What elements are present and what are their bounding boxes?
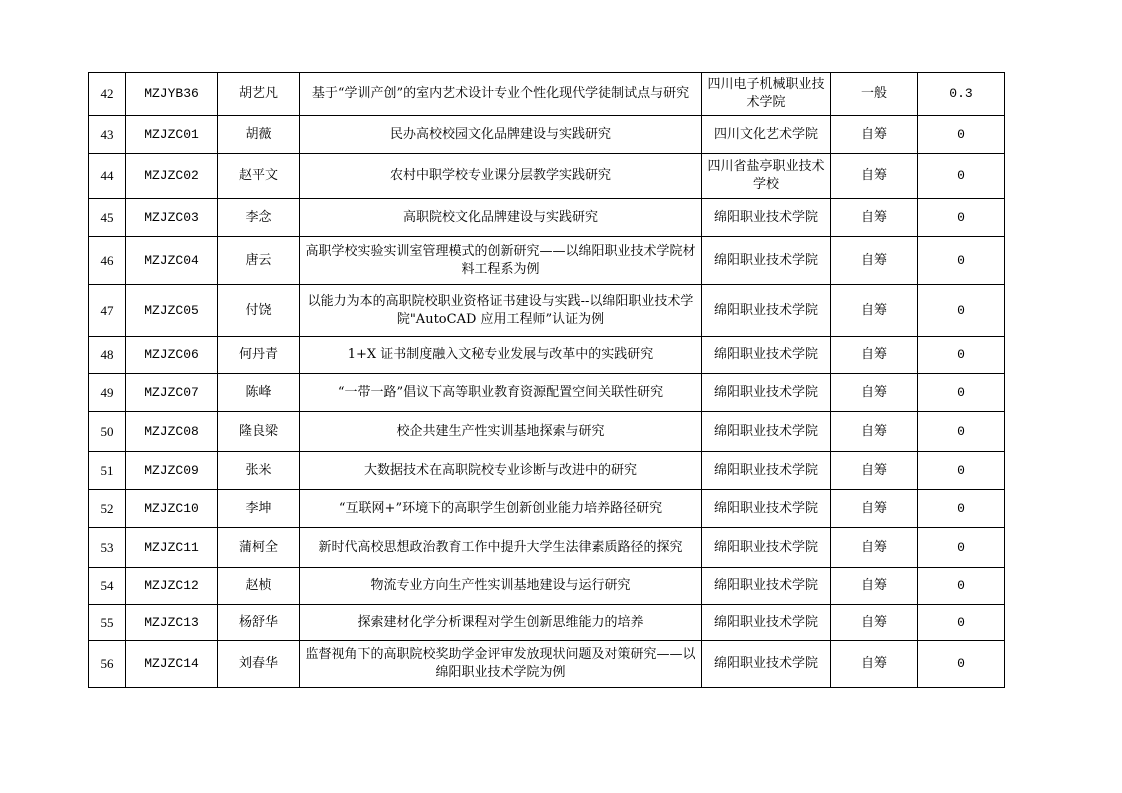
project-title-cell: “一带一路”倡议下高等职业教育资源配置空间关联性研究	[300, 374, 702, 412]
institution-cell: 四川文化艺术学院	[702, 116, 831, 154]
project-code-cell: MZJYB36	[126, 73, 218, 116]
funding-amount-cell: 0	[918, 528, 1005, 568]
project-code-cell: MZJZC13	[126, 605, 218, 641]
institution-cell: 绵阳职业技术学院	[702, 285, 831, 337]
institution-cell: 绵阳职业技术学院	[702, 605, 831, 641]
institution-cell: 绵阳职业技术学院	[702, 412, 831, 452]
funding-amount-cell: 0	[918, 337, 1005, 374]
funding-amount-cell: 0	[918, 374, 1005, 412]
institution-cell: 四川电子机械职业技术学院	[702, 73, 831, 116]
host-name-cell: 陈峰	[218, 374, 300, 412]
table-row	[89, 641, 1005, 688]
funding-amount-cell: 0	[918, 490, 1005, 528]
host-name-cell: 张米	[218, 452, 300, 490]
row-number-cell: 43	[89, 116, 126, 154]
institution-cell: 绵阳职业技术学院	[702, 490, 831, 528]
table-row	[89, 528, 1005, 568]
table-row	[89, 337, 1005, 374]
project-title-cell: 1+X 证书制度融入文秘专业发展与改革中的实践研究	[300, 337, 702, 374]
funding-amount-cell: 0	[918, 412, 1005, 452]
project-level-cell: 自筹	[831, 490, 918, 528]
table-row	[89, 374, 1005, 412]
project-level-cell: 自筹	[831, 568, 918, 605]
funding-amount-cell: 0	[918, 116, 1005, 154]
row-number-cell: 42	[89, 73, 126, 116]
project-code-cell: MZJZC05	[126, 285, 218, 337]
host-name-cell: 李念	[218, 199, 300, 237]
project-level-cell: 自筹	[831, 116, 918, 154]
table-row	[89, 412, 1005, 452]
project-title-cell: “互联网+”环境下的高职学生创新创业能力培养路径研究	[300, 490, 702, 528]
project-code-cell: MZJZC04	[126, 237, 218, 285]
table-row	[89, 490, 1005, 528]
project-code-cell: MZJZC06	[126, 337, 218, 374]
project-title-cell: 高职学校实验实训室管理模式的创新研究——以绵阳职业技术学院材料工程系为例	[300, 237, 702, 285]
project-level-cell: 自筹	[831, 374, 918, 412]
row-number-cell: 51	[89, 452, 126, 490]
funding-amount-cell: 0	[918, 568, 1005, 605]
row-number-cell: 49	[89, 374, 126, 412]
host-name-cell: 胡薇	[218, 116, 300, 154]
host-name-cell: 李坤	[218, 490, 300, 528]
project-level-cell: 自筹	[831, 452, 918, 490]
project-title-cell: 物流专业方向生产性实训基地建设与运行研究	[300, 568, 702, 605]
institution-cell: 绵阳职业技术学院	[702, 337, 831, 374]
table-row	[89, 199, 1005, 237]
institution-cell: 绵阳职业技术学院	[702, 199, 831, 237]
project-code-cell: MZJZC02	[126, 154, 218, 199]
table-row	[89, 154, 1005, 199]
host-name-cell: 付饶	[218, 285, 300, 337]
host-name-cell: 隆良梁	[218, 412, 300, 452]
project-code-cell: MZJZC07	[126, 374, 218, 412]
project-title-cell: 民办高校校园文化品牌建设与实践研究	[300, 116, 702, 154]
row-number-cell: 46	[89, 237, 126, 285]
host-name-cell: 唐云	[218, 237, 300, 285]
host-name-cell: 蒲柯全	[218, 528, 300, 568]
project-code-cell: MZJZC01	[126, 116, 218, 154]
project-title-cell: 探索建材化学分析课程对学生创新思维能力的培养	[300, 605, 702, 641]
institution-cell: 四川省盐亭职业技术学校	[702, 154, 831, 199]
project-level-cell: 自筹	[831, 237, 918, 285]
project-code-cell: MZJZC11	[126, 528, 218, 568]
host-name-cell: 赵桢	[218, 568, 300, 605]
funding-amount-cell: 0	[918, 199, 1005, 237]
project-level-cell: 自筹	[831, 641, 918, 688]
funding-amount-cell: 0	[918, 154, 1005, 199]
project-level-cell: 一般	[831, 73, 918, 116]
table-row	[89, 452, 1005, 490]
row-number-cell: 47	[89, 285, 126, 337]
institution-cell: 绵阳职业技术学院	[702, 237, 831, 285]
project-code-cell: MZJZC09	[126, 452, 218, 490]
project-table	[88, 72, 1005, 688]
project-code-cell: MZJZC12	[126, 568, 218, 605]
project-level-cell: 自筹	[831, 412, 918, 452]
project-title-cell: 以能力为本的高职院校职业资格证书建设与实践--以绵阳职业技术学院"AutoCAD 应用工程师”认证为例	[300, 285, 702, 337]
project-code-cell: MZJZC14	[126, 641, 218, 688]
project-level-cell: 自筹	[831, 605, 918, 641]
row-number-cell: 52	[89, 490, 126, 528]
funding-amount-cell: 0	[918, 452, 1005, 490]
project-title-cell: 新时代高校思想政治教育工作中提升大学生法律素质路径的探究	[300, 528, 702, 568]
host-name-cell: 杨舒华	[218, 605, 300, 641]
funding-amount-cell: 0	[918, 237, 1005, 285]
row-number-cell: 44	[89, 154, 126, 199]
table-row	[89, 73, 1005, 116]
project-title-cell: 校企共建生产性实训基地探索与研究	[300, 412, 702, 452]
table-row	[89, 605, 1005, 641]
host-name-cell: 胡艺凡	[218, 73, 300, 116]
table-row	[89, 237, 1005, 285]
row-number-cell: 53	[89, 528, 126, 568]
table-row	[89, 568, 1005, 605]
institution-cell: 绵阳职业技术学院	[702, 374, 831, 412]
project-level-cell: 自筹	[831, 528, 918, 568]
project-level-cell: 自筹	[831, 199, 918, 237]
funding-amount-cell: 0	[918, 641, 1005, 688]
row-number-cell: 56	[89, 641, 126, 688]
institution-cell: 绵阳职业技术学院	[702, 528, 831, 568]
row-number-cell: 55	[89, 605, 126, 641]
project-level-cell: 自筹	[831, 285, 918, 337]
table-body	[89, 73, 1005, 688]
funding-amount-cell: 0	[918, 605, 1005, 641]
project-title-cell: 基于“学训产创”的室内艺术设计专业个性化现代学徒制试点与研究	[300, 73, 702, 116]
row-number-cell: 45	[89, 199, 126, 237]
institution-cell: 绵阳职业技术学院	[702, 568, 831, 605]
project-code-cell: MZJZC10	[126, 490, 218, 528]
host-name-cell: 何丹青	[218, 337, 300, 374]
host-name-cell: 赵平文	[218, 154, 300, 199]
project-code-cell: MZJZC03	[126, 199, 218, 237]
table-row	[89, 116, 1005, 154]
project-title-cell: 高职院校文化品牌建设与实践研究	[300, 199, 702, 237]
row-number-cell: 54	[89, 568, 126, 605]
funding-amount-cell: 0	[918, 285, 1005, 337]
project-title-cell: 农村中职学校专业课分层教学实践研究	[300, 154, 702, 199]
institution-cell: 绵阳职业技术学院	[702, 452, 831, 490]
row-number-cell: 48	[89, 337, 126, 374]
project-title-cell: 监督视角下的高职院校奖助学金评审发放现状问题及对策研究——以绵阳职业技术学院为例	[300, 641, 702, 688]
host-name-cell: 刘春华	[218, 641, 300, 688]
row-number-cell: 50	[89, 412, 126, 452]
project-title-cell: 大数据技术在高职院校专业诊断与改进中的研究	[300, 452, 702, 490]
institution-cell: 绵阳职业技术学院	[702, 641, 831, 688]
project-code-cell: MZJZC08	[126, 412, 218, 452]
project-level-cell: 自筹	[831, 337, 918, 374]
table-row	[89, 285, 1005, 337]
project-level-cell: 自筹	[831, 154, 918, 199]
funding-amount-cell: 0.3	[918, 73, 1005, 116]
